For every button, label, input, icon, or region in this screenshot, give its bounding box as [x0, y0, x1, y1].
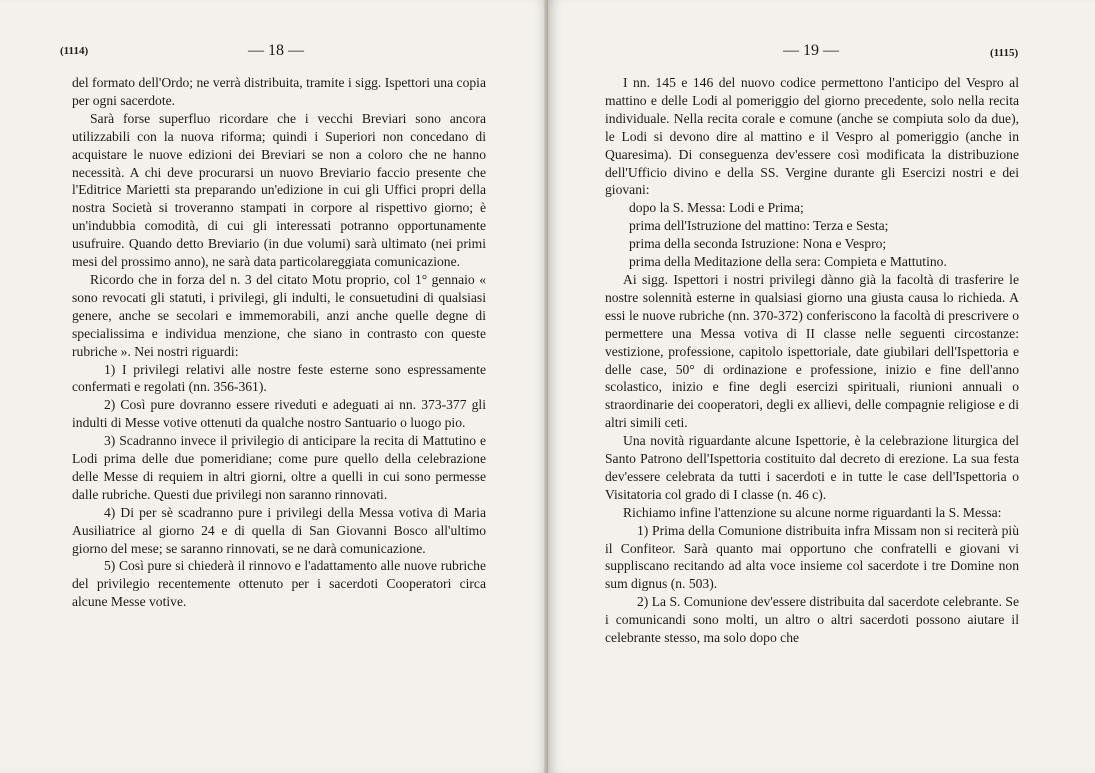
- list-item: 5) Così pure si chiederà il rinnovo e l'adattamento alle nuove rubriche del privilegio recentemente ottenuto per i sacerdoti Cooperatori circa alcune Messe votive.: [72, 558, 486, 610]
- list-item: prima dell'Istruzione del mattino: Terza e Sesta;: [629, 218, 889, 234]
- paragraph: Richiamo infine l'attenzione su alcune norme riguardanti la S. Messa:: [623, 504, 1002, 520]
- right-page-body: [605, 74, 1019, 647]
- list-item: 1) I privilegi relativi alle nostre feste esterne sono espressamente confermati e regolati (nn. 356-361).: [72, 361, 486, 395]
- list-item: 2) La S. Comunione dev'essere distribuita dal sacerdote celebrante. Se i comunicandi sono molti, un altro o altri sacerdoti possono aiutare il celebrante stesso, ma solo dopo che: [605, 594, 1019, 646]
- list-item: dopo la S. Messa: Lodi e Prima;: [629, 200, 804, 216]
- right-page: [548, 0, 1095, 773]
- paragraph: Ricordo che in forza del n. 3 del citato Motu proprio, col 1° gennaio « sono revocati gli statuti, i privilegi, gli indulti, le consuetudini di qualsiasi genere, anche se secolari e immemorabili, anzi anche quelle degne di specialissima e individua menzione, che siano in contrasto con queste rubriche ». Nei nostri riguardi:: [72, 271, 486, 359]
- left-page-code: (1114): [60, 45, 89, 57]
- list-item: prima della Meditazione della sera: Compieta e Mattutino.: [629, 254, 947, 270]
- list-item: 3) Scadranno invece il privilegio di anticipare la recita di Mattutino e Lodi prima delle due pomeridiane; come pure quello della celebrazione delle Messe di requiem in altri giorni, oltre a quelli in cui sono permesse dalle rubriche. Questi due privilegi non saranno rinnovati.: [72, 433, 486, 502]
- left-page-number: — 18 —: [248, 42, 304, 59]
- list-item: 4) Di per sè scadranno pure i privilegi della Messa votiva di Maria Ausiliatrice al giorno 24 e di quella di San Giovanni Bosco all'ultimo giorno del mese; se saranno rinnovati, se ne darà comunicazione.: [72, 504, 486, 556]
- paragraph: Una novità riguardante alcune Ispettorie, è la celebrazione liturgica del Santo Patrono dell'Ispettoria costituito dal decreto di erezione. La sua festa dev'essere celebrata da tutti i sacerdoti e in tutte le case dell'Ispettoria o Visitatoria col grado di I classe (n. 46 c).: [605, 433, 1019, 502]
- list-item: prima della seconda Istruzione: Nona e Vespro;: [629, 236, 887, 252]
- paragraph: Ai sigg. Ispettori i nostri privilegi dànno già la facoltà di trasferire le nostre solennità esterne in qualsiasi giorno una giusta causa lo richieda. A essi le nuove rubriche (nn. 370-372) conferiscono la facoltà di prescrivere o permettere una Messa votiva di II classe nelle seguenti circostanze: vestizione, professione, capitolo ispettoriale, date giubilari dell'Ispettoria e delle case, 50° di ordinazione e professione, inizio e fine dell'anno scolastico, inizio e fine degli esercizi spirituali, riunioni annuali o straordinarie dei cooperatori, degli ex allievi, delle compagnie religiose e di altri simili ceti.: [605, 271, 1019, 431]
- list-item: 2) Così pure dovranno essere riveduti e adeguati ai nn. 373-377 gli indulti di Messe votive ottenuti da qualche nostro Santuario o luogo pio.: [72, 397, 486, 431]
- right-page-code: (1115): [990, 47, 1019, 59]
- paragraph: del formato dell'Ordo; ne verrà distribuita, tramite i sigg. Ispettori una copia per ogni sacerdote.: [72, 75, 486, 108]
- right-page-number: — 19 —: [783, 42, 839, 59]
- paragraph: I nn. 145 e 146 del nuovo codice permettono l'anticipo del Vespro al mattino e delle Lodi al pomeriggio del giorno precedente, solo nella recita individuale. Nella recita corale e comune (anche se compiuta solo da due), le Lodi si devono dire al mattino e il Vespro al pomeriggio (anche in Quaresima). Di conseguenza dev'essere così modificata la distribuzione dell'Ufficio divino e della SS. Vergine durante gli Esercizi nostri e dei giovani:: [605, 75, 1019, 198]
- left-page-body: [72, 74, 486, 611]
- list-item: 1) Prima della Comunione distribuita infra Missam non si reciterà più il Confiteor. Sarà quanto mai opportuno che confratelli e giovani vi suppliscano recitando ad alta voce insieme col sacerdote i tre Domine non sum dignus (n. 503).: [605, 522, 1019, 592]
- paragraph: Sarà forse superfluo ricordare che i vecchi Breviari sono ancora utilizzabili con la nuova riforma; quindi i Superiori non concedano di acquistare le nuove edizioni dei Breviari se non a coloro che ne hanno necessità. A chi deve procurarsi un nuovo Breviario faccio presente che l'Editrice Marietti sta preparando un'edizione in cui gli Uffici propri della nostra Società si troveranno stampati in corpore al rispettivo giorno; è un'indubbia comodità, di cui gli interessati potranno opportunamente usufruire. Quando detto Breviario (in due volumi) sarà ultimato (nei primi mesi del prossimo anno), ne sarà data particolareggiata comunicazione.: [72, 110, 486, 270]
